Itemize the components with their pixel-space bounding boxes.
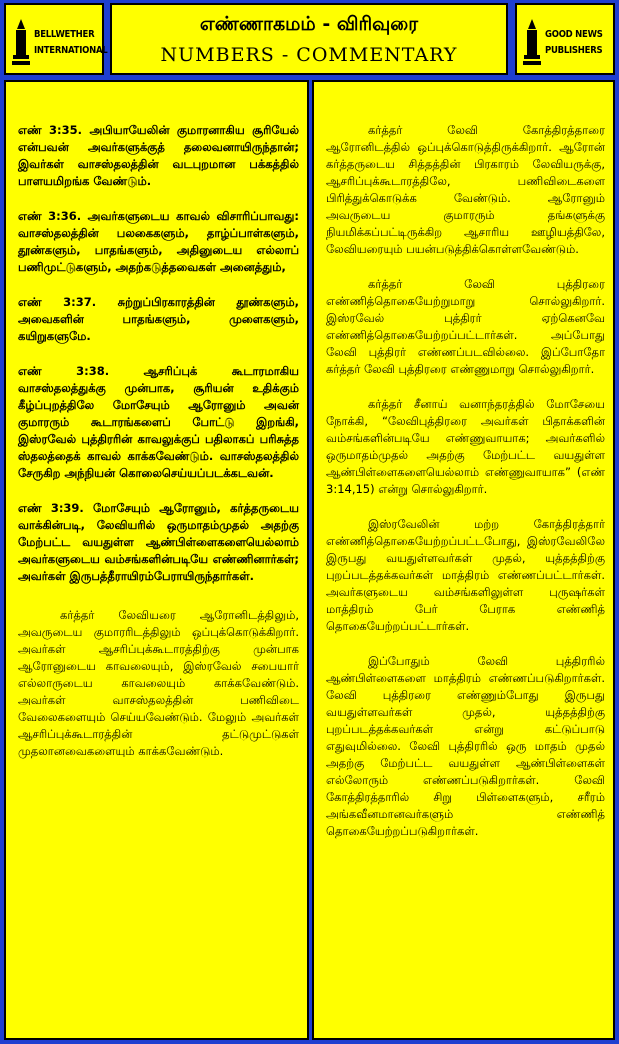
verse-3-39: எண் 3:39. மோசேயும் ஆரோனும், கர்த்தருடைய வாக்கின்படி, லேவியரில் ஒருமாதம்முதல் அதற்கு மேற்பட்ட வயதுள்ள ஆண்பிள்ளைகளையெல்லாம் அவர்களுடைய வம்சங்களின்படியே எண்ணினார்கள்; அவர்கள் இருபத்தீராயிரம்பேராயிருந்தார்கள். bbox=[18, 501, 299, 583]
verse-3-38: எண் 3:38. ஆசரிப்புக் கூடாரமாகிய வாசஸ்தலத்துக்கு முன்பாக, சூரியன் உதிக்கும் கீழ்ப்புறத்திலே மோசேயும் ஆரோனும் அவன் குமாரரும் கூடாரங்களைப் போட்டு இறங்கி, இஸ்ரவேல் புத்திரரின் காவலுக்குப் பதிலாகப் பரிசுத்த ஸ்தலத்தைக் காவல் காக்கவேண்டும். வாசஸ்தலத்தில் சேருகிற அந்நியன் கொலைசெய்யப்படக்கடவன். bbox=[18, 364, 299, 480]
logo-right-line1: GOOD NEWS bbox=[545, 29, 603, 40]
right-column bbox=[312, 80, 615, 1040]
commentary-paragraph: இஸ்ரவேலின் மற்ற கோத்திரத்தார் எண்ணித்தொகையேற்றப்பட்டபோது, இஸ்ரவேலிலே இருபது வயதுள்ளவர்கள் முதல், யுத்தத்திற்கு புறப்படத்தக்கவர்கள் மாத்திரம் எண்ணப்பட்டார்கள். அவர்களுடைய வம்சங்களிலுள்ள புருஷர்கள் மாத்திரம் பேர் பேராக எண்ணித் தொகையேற்றப்பட்டார்கள். bbox=[326, 517, 605, 633]
commentary-paragraph: இப்போதும் லேவி புத்திரரில் ஆண்பிள்ளைகளை மாத்திரம் எண்ணப்படுகிறார்கள். லேவி புத்திரரை எண்ணும்போது இருபது வயதுள்ளவர்கள் முதல், யுத்தத்திற்கு புறப்படத்தக்கவர்கள் என்று கட்டுப்பாடு எதுவுமில்லை. லேவி புத்திரரில் ஒரு மாதம் முதல் அதற்கு மேற்பட்ட வயதுள்ள ஆண்பிள்ளைகள் எல்லோரும் எண்ணப்படுகிறார்கள். லேவி கோத்திரத்தாரில் சிறு பிள்ளைகளும், சரீரம் அங்கவீனமானவர்களும் எண்ணித் தொகையேற்றப்படுகிறார்கள். bbox=[326, 654, 605, 838]
commentary-paragraph: கர்த்தர் சீனாய் வனாந்தரத்தில் மோசேயை நோக்கி, “லேவிபுத்திரரை அவர்கள் பிதாக்களின் வம்சங்களின்படியே எண்ணுவாயாக; அவர்களில் ஒருமாதம்முதல் அதற்கு மேற்பட்ட வயதுள்ள ஆண்பிள்ளைகளையெல்லாம் எண்ணுவாயாக” (எண் 3:14,15) என்று சொல்லுகிறார். bbox=[326, 397, 605, 496]
good-news-logo bbox=[515, 3, 615, 75]
bellwether-logo-icon bbox=[12, 17, 30, 67]
commentary-paragraph: கர்த்தர் லேவி புத்திரரை எண்ணித்தொகையேற்றுமாறு சொல்லுகிறார். இஸ்ரவேல் புத்திரர் ஏற்கெனவே எண்ணித்தொகையேற்றப்பட்டார்கள். அப்போது லேவி புத்திரர் எண்ணப்படவில்லை. இப்போதோ கர்த்தர் லேவி புத்திரரை எண்ணுமாறு சொல்லுகிறார். bbox=[326, 277, 605, 376]
verse-3-36: எண் 3:36. அவர்களுடைய காவல் விசாரிப்பாவது: வாசஸ்தலத்தின் பலகைகளும், தாழ்ப்பாள்களும், தூண்களும், பாதங்களும், அதினுடைய எல்லாப் பணிமுட்டுகளும், அதற்கடுத்தவைகள் அனைத்தும், bbox=[18, 209, 299, 274]
page-title-tamil: எண்ணாகமம் - விரிவுரை bbox=[199, 13, 419, 35]
good-news-logo-icon bbox=[523, 17, 541, 67]
logo-right-line2: PUBLISHERS bbox=[545, 45, 603, 56]
commentary-paragraph: கர்த்தர் லேவி கோத்திரத்தாரை ஆரோனிடத்தில் ஒப்புக்கொடுத்திருக்கிறார். ஆரோன் கர்த்தருடைய சித்தத்தின் பிரகாரம் லேவியருக்கு, ஆசரிப்புக்கூடாரத்திலே, பணிவிடைகளை பிரித்துக்கொடுக்க வேண்டும். ஆரோனும் அவருடைய குமாரரும் தங்களுக்கு நியமிக்கப்பட்டிருக்கிற ஆசாரிய ஊழியத்திலே, லேவியரையும் பயன்படுத்திக்கொள்ளவேண்டும். bbox=[326, 123, 605, 256]
title-box bbox=[110, 3, 508, 75]
logo-left-line1: BELLWETHER bbox=[34, 29, 95, 40]
verse-3-37: எண் 3:37. சுற்றுப்பிரகாரத்தின் தூண்களும், அவைகளின் பாதங்களும், முளைகளும், கயிறுகளுமே. bbox=[18, 295, 299, 343]
commentary-paragraph: கர்த்தர் லேவியரை ஆரோனிடத்திலும், அவருடைய குமாரரிடத்திலும் ஒப்புக்கொடுக்கிறார். அவர்கள் ஆசரிப்புக்கூடாரத்திற்கு முன்பாக ஆரோனுடைய காவலையும், இஸ்ரவேல் சபையார் எல்லாருடைய காவலையும் காக்கவேண்டும். அவர்கள் வாசஸ்தலத்தின் பணிவிடை வேலைகளையும் செய்யவேண்டும். மேலும் அவர்கள் ஆசரிப்புக்கூடாரத்தின் தட்டுமுட்டுகள் முதலானவைகளையும் காக்கவேண்டும். bbox=[18, 608, 299, 758]
logo-left-line2: INTERNATIONAL bbox=[34, 45, 108, 56]
page-header bbox=[0, 0, 619, 79]
left-column bbox=[4, 80, 309, 1040]
verse-3-35: எண் 3:35. அபியாயேலின் குமாரனாகிய சூரியேல் என்பவன் அவர்களுக்குத் தலைவனாயிருந்தான்; இவர்கள் வாசஸ்தலத்தின் வடபுறமான பக்கத்தில் பாளயமிறங்க வேண்டும். bbox=[18, 123, 299, 188]
page-title-english: NUMBERS - COMMENTARY bbox=[160, 44, 458, 66]
bellwether-logo bbox=[4, 3, 108, 75]
